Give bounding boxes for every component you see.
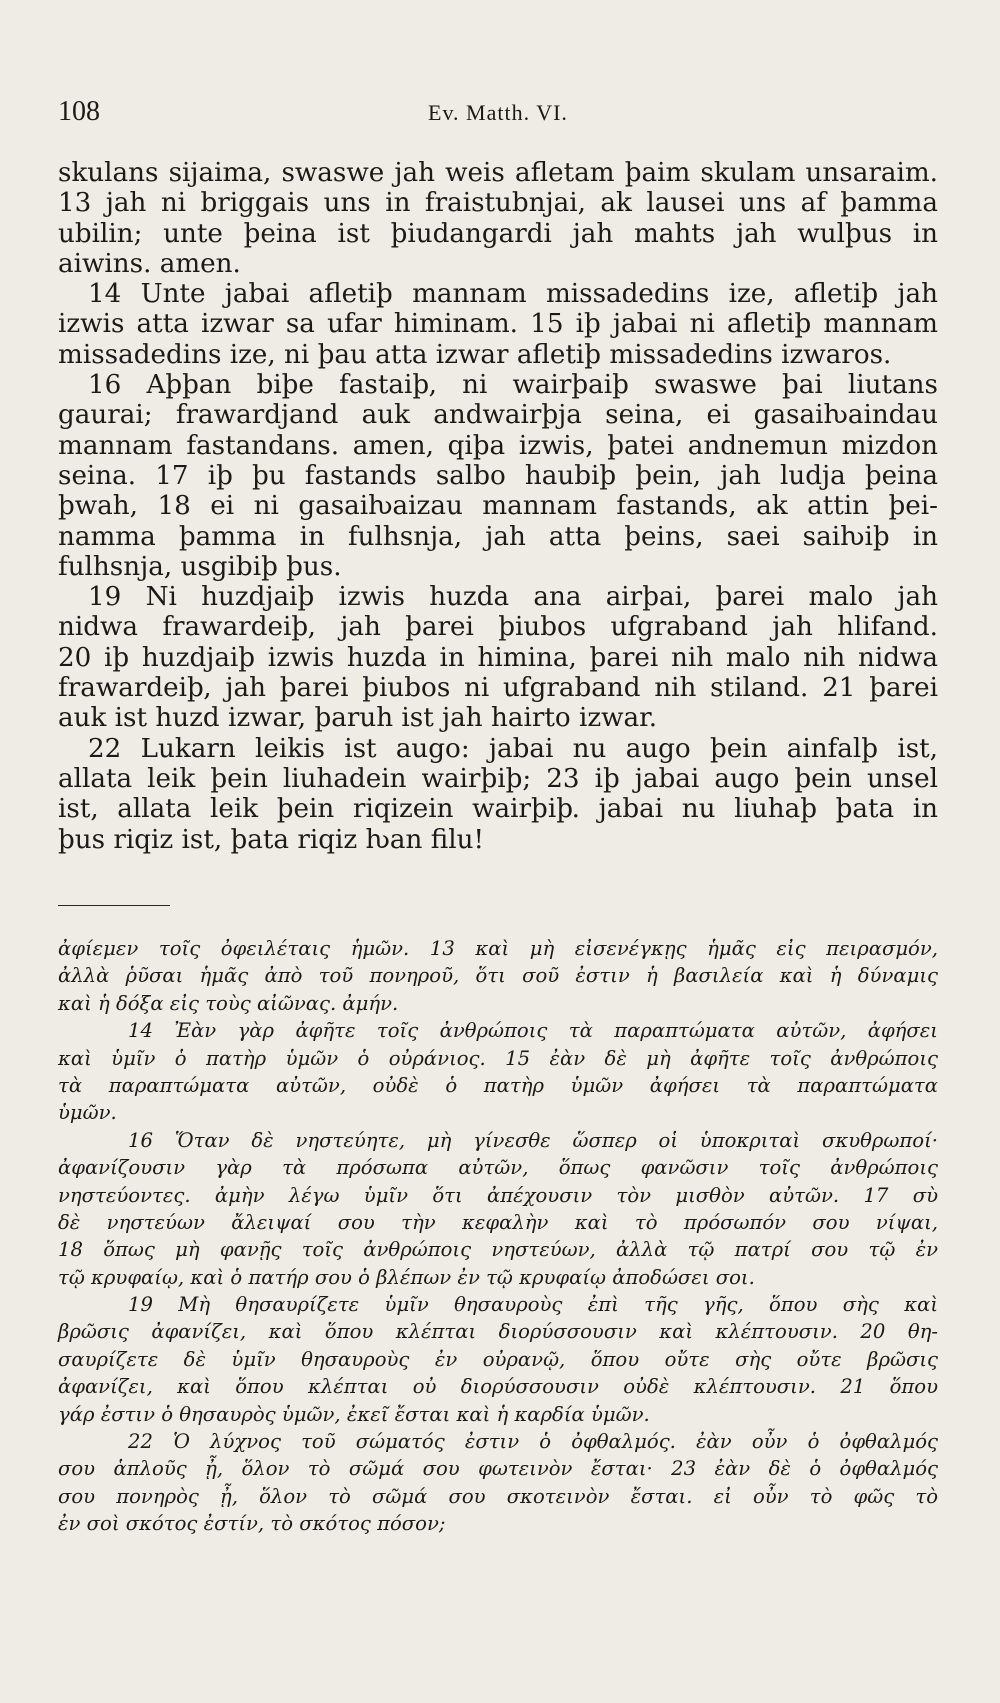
greek-line: ἀλλὰ ῥῦσαι ἡμᾶς ἀπὸ τοῦ πονηροῦ, ὅτι σοῦ ἐστιν ἡ βασιλεία καὶ ἡ δύναμις <box>58 964 938 988</box>
greek-line: ἀφανίζει, καὶ ὅπου κλέπται οὐ διορύσσουσιν οὐδὲ κλέπτουσιν. 21 ὅπου <box>58 1375 938 1399</box>
gothic-line: aiwins. amen. <box>58 248 241 279</box>
gothic-line: 16 Aþþan biþe fastaiþ, ni wairþaiþ swaswe þai liutans <box>88 370 938 401</box>
greek-line: καὶ ἡ δόξα εἰς τοὺς αἰῶνας. ἀμήν. <box>58 991 399 1015</box>
greek-line: 14 Ἐὰν γὰρ ἀφῆτε τοῖς ἀνθρώποις τὰ παραπτώματα αὐτῶν, ἀφήσει <box>128 1019 938 1043</box>
gothic-line: mannam fastandans. amen, qiþa izwis, þatei andnemun mizdon <box>58 430 938 461</box>
greek-line: ὑμῶν. <box>58 1101 117 1125</box>
gothic-line: auk ist huzd izwar, þaruh ist jah hairto izwar. <box>58 703 658 734</box>
gothic-line: 13 jah ni briggais uns in fraistubnjai, ak lausei uns af þamma <box>58 188 938 219</box>
greek-line: νηστεύοντες. ἀμὴν λέγω ὑμῖν ὅτι ἀπέχουσιν τὸν μισθὸν αὐτῶν. 17 σὺ <box>58 1183 938 1207</box>
gothic-line: 20 iþ huzdjaiþ izwis huzda in himina, þarei nih malo nih nidwa <box>58 642 938 673</box>
gothic-line: 19 Ni huzdjaiþ izwis huzda ana airþai, þarei malo jah <box>88 582 938 613</box>
gothic-line: þwah, 18 ei ni gasaiƕaizau mannam fastands, ak attin þei- <box>58 491 938 522</box>
gothic-line: namma þamma in fulhsnja, jah atta þeins, saei saiƕiþ in <box>58 521 938 552</box>
greek-line: ἀφανίζουσιν γὰρ τὰ πρόσωπα αὐτῶν, ὅπως φανῶσιν τοῖς ἀνθρώποις <box>58 1156 938 1180</box>
gothic-line: seina. 17 iþ þu fastands salbo haubiþ þein, jah ludja þeina <box>58 460 938 491</box>
gothic-line: ist, allata leik þein riqizein wairþiþ. jabai nu liuhaþ þata in <box>58 794 938 825</box>
greek-line: 19 Μὴ θησαυρίζετε ὑμῖν θησαυροὺς ἐπὶ τῆς γῆς, ὅπου σὴς καὶ <box>128 1293 938 1317</box>
gothic-line: nidwa frawardeiþ, jah þarei þiubos ufgraband jah hlifand. <box>58 612 938 643</box>
page-header <box>58 96 938 132</box>
greek-line: καὶ ὑμῖν ὁ πατὴρ ὑμῶν ὁ οὐράνιος. 15 ἐὰν δὲ μὴ ἀφῆτε τοῖς ἀνθρώποις <box>58 1046 938 1070</box>
greek-line: βρῶσις ἀφανίζει, καὶ ὅπου κλέπται διορύσσουσιν καὶ κλέπτουσιν. 20 θη- <box>58 1320 938 1344</box>
running-head: Ev. Matth. VI. <box>428 100 568 125</box>
greek-line: σαυρίζετε δὲ ὑμῖν θησαυροὺς ἐν οὐρανῷ, ὅπου οὔτε σὴς οὔτε βρῶσις <box>58 1347 938 1371</box>
gothic-line: ubilin; unte þeina ist þiudangardi jah mahts jah wulþus in <box>58 218 938 249</box>
gothic-line: skulans sijaima, swaswe jah weis afletam þaim skulam unsaraim. <box>58 158 938 188</box>
greek-line: γάρ ἐστιν ὁ θησαυρὸς ὑμῶν, ἐκεῖ ἔσται καὶ ἡ καρδία ὑμῶν. <box>58 1402 650 1426</box>
page-number: 108 <box>58 96 100 127</box>
gothic-line: missadedins ize, ni þau atta izwar afletiþ missadedins izwaros. <box>58 339 892 370</box>
greek-line: δὲ νηστεύων ἄλειψαί σου τὴν κεφαλὴν καὶ τὸ πρόσωπόν σου νίψαι, <box>58 1210 938 1234</box>
greek-line: ἀφίεμεν τοῖς ὀφειλέταις ἡμῶν. 13 καὶ μὴ εἰσενέγκῃς ἡμᾶς εἰς πειρασμόν, <box>58 937 938 960</box>
gothic-line: gaurai; frawardjand auk andwairþja seina, ei gasaiƕaindau <box>58 400 938 431</box>
footnote-divider <box>58 905 170 906</box>
gothic-line: fulhsnja, usgibiþ þus. <box>58 551 342 582</box>
greek-text-block <box>58 935 938 1538</box>
gothic-text-block <box>58 158 938 855</box>
greek-line: ἐν σοὶ σκότος ἐστίν, τὸ σκότος πόσον; <box>58 1512 446 1536</box>
gothic-line: 22 Lukarn leikis ist augo: jabai nu augo þein ainfalþ ist, <box>88 733 938 764</box>
greek-line: σου ἁπλοῦς ᾖ, ὅλον τὸ σῶμά σου φωτεινὸν ἔσται· 23 ἐὰν δὲ ὁ ὀφθαλμός <box>58 1457 938 1481</box>
greek-line: 18 ὅπως μὴ φανῇς τοῖς ἀνθρώποις νηστεύων, ἀλλὰ τῷ πατρί σου τῷ ἐν <box>58 1238 938 1262</box>
gothic-line: frawardeiþ, jah þarei þiubos ni ufgraband nih stiland. 21 þarei <box>58 673 938 704</box>
greek-line: τὰ παραπτώματα αὐτῶν, οὐδὲ ὁ πατὴρ ὑμῶν ἀφήσει τὰ παραπτώματα <box>58 1073 938 1097</box>
greek-line: 16 Ὅταν δὲ νηστεύητε, μὴ γίνεσθε ὥσπερ οἱ ὑποκριταὶ σκυθρωποί· <box>128 1128 938 1152</box>
gothic-line: 14 Unte jabai afletiþ mannam missadedins ize, afletiþ jah <box>88 279 938 310</box>
gothic-line: þus riqiz ist, þata riqiz ƕan filu! <box>58 824 484 855</box>
gothic-line: allata leik þein liuhadein wairþiþ; 23 iþ jabai augo þein unsel <box>58 763 938 794</box>
gothic-line: izwis atta izwar sa ufar himinam. 15 iþ jabai ni afletiþ mannam <box>58 309 938 340</box>
greek-line: 22 Ὁ λύχνος τοῦ σώματός ἐστιν ὁ ὀφθαλμός. ἐὰν οὖν ὁ ὀφθαλμός <box>128 1430 938 1454</box>
greek-line: σου πονηρὸς ᾖ, ὅλον τὸ σῶμά σου σκοτεινὸν ἔσται. εἰ οὖν τὸ φῶς τὸ <box>58 1484 938 1508</box>
greek-line: τῷ κρυφαίῳ, καὶ ὁ πατήρ σου ὁ βλέπων ἐν τῷ κρυφαίῳ ἀποδώσει σοι. <box>58 1265 755 1289</box>
